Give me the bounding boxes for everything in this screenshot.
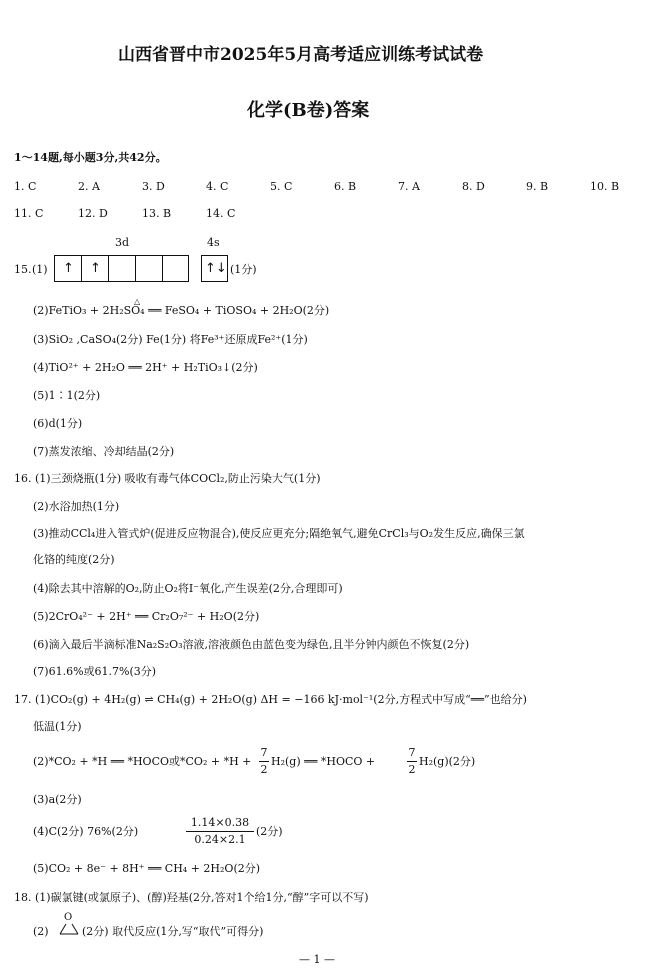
oxygen-atom-label: O [64,912,73,923]
mc-answer: 1. C [14,180,37,193]
q18-part2-label: (2) [33,925,49,938]
fraction-denominator: 0.24×2.1 [194,833,246,846]
q18-part2-rest: (2分) 取代反应(1分,写“取代”可得分) [82,925,264,938]
mc-answer: 11. C [14,207,44,220]
q15-part2: (2)FeTiO₃ + 2H₂SO₄ ══ FeSO₄ + TiOSO₄ + 2H₂O(2分) [33,304,330,317]
fraction-numerator: 7 [408,746,416,759]
q15-part1-label: (1) [32,263,48,276]
orbital-box-4s [201,255,228,282]
page-number: — 1 — [299,953,335,966]
mc-answer: 5. C [270,180,293,193]
fraction-kp-expression [186,816,254,847]
q17-part2-start: (2)*CO₂ + *H ══ *HOCO或*CO₂ + *H + [33,755,252,768]
q16-part5: (5)2CrO₄²⁻ + 2H⁺ ══ Cr₂O₇²⁻ + H₂O(2分) [33,610,260,623]
mc-answer: 8. D [462,180,485,193]
q17-part5: (5)CO₂ + 8e⁻ + 8H⁺ ══ CH₄ + 2H₂O(2分) [33,862,261,875]
mc-answer: 2. A [78,180,100,193]
q17-part1-temp: 低温(1分) [33,720,82,733]
q16-part7: (7)61.6%或61.7%(3分) [33,665,157,678]
fraction-numerator: 7 [260,746,268,759]
fraction-denominator: 2 [408,763,416,776]
mc-answer: 6. B [334,180,357,193]
q15-part7: (7)蒸发浓缩、冷却结晶(2分) [33,445,175,458]
orbital-label-4s: 4s [207,236,220,249]
q17-part4-start: (4)C(2分) 76%(2分) [33,825,139,838]
q17-part1: 17. (1)CO₂(g) + 4H₂(g) ⇌ CH₄(g) + 2H₂O(g) ΔH = −166 kJ·mol⁻¹(2分,方程式中写成“══”也给分) [14,693,527,706]
fraction-denominator: 2 [260,763,268,776]
fraction-7-2 [407,746,417,777]
q18-part1: 18. (1)碳氯键(或氯原子)、(醇)羟基(2分,答对1个给1分,“醇”字可以不写) [14,891,369,904]
q17-part2-end: H₂(g)(2分) [419,755,476,768]
q17-part3: (3)a(2分) [33,793,82,806]
mc-answer: 3. D [142,180,165,193]
up-arrow-icon: ↑ [90,261,101,276]
q16-part2: (2)水浴加热(1分) [33,500,120,513]
answer-subtitle: 化学(B卷)答案 [247,100,370,121]
mc-answer: 10. B [590,180,620,193]
q16-part3-line2: 化铬的纯度(2分) [33,553,115,566]
q15-part4: (4)TiO²⁺ + 2H₂O ══ 2H⁺ + H₂TiO₃↓(2分) [33,361,258,374]
epoxide-ring-icon [56,914,82,938]
q16-part4: (4)除去其中溶解的O₂,防止O₂将I⁻氧化,产生误差(2分,合理即可) [33,582,343,595]
mc-answer: 7. A [398,180,420,193]
q15-part3: (3)SiO₂ ,CaSO₄(2分) Fe(1分) 将Fe³⁺还原成Fe²⁺(1分) [33,333,308,346]
q16-part6: (6)滴入最后半滴标准Na₂S₂O₃溶液,溶液颜色由蓝色变为绿色,且半分钟内颜色不恢复(2分) [33,638,470,651]
exam-title: 山西省晋中市2025年5月高考适应训练考试试卷 [118,45,484,65]
q15-part1-score: (1分) [230,263,257,276]
q17-part2-mid: H₂(g) ══ *HOCO + [271,755,376,768]
fraction-7-2 [259,746,269,777]
mc-answer: 12. D [78,207,108,220]
q15-part6: (6)d(1分) [33,417,83,430]
mc-intro: 1～14题,每小题3分,共42分。 [14,151,167,164]
orbital-label-3d: 3d [115,236,130,249]
q16-part1: 16. (1)三颈烧瓶(1分) 吸收有毒气体COCl₂,防止污染大气(1分) [14,472,321,485]
q17-part4-score: (2分) [256,825,283,838]
q15-part5: (5)1∶1(2分) [33,389,101,402]
orbital-box-3d [54,255,189,282]
up-down-arrow-icon: ↑↓ [205,261,227,276]
mc-answer: 14. C [206,207,236,220]
heat-symbol: △ [134,297,141,306]
up-arrow-icon: ↑ [63,261,74,276]
mc-answer: 9. B [526,180,549,193]
fraction-numerator: 1.14×0.38 [190,816,250,829]
mc-answer: 4. C [206,180,229,193]
q15-number: 15. [14,263,32,276]
epoxide-structure-icon [56,914,82,938]
q16-part3-line1: (3)推动CCl₄进入管式炉(促进反应物混合),使反应更充分;隔绝氧气,避免CrCl₃与O₂发生反应,确保三氯 [33,527,525,540]
mc-answer: 13. B [142,207,172,220]
